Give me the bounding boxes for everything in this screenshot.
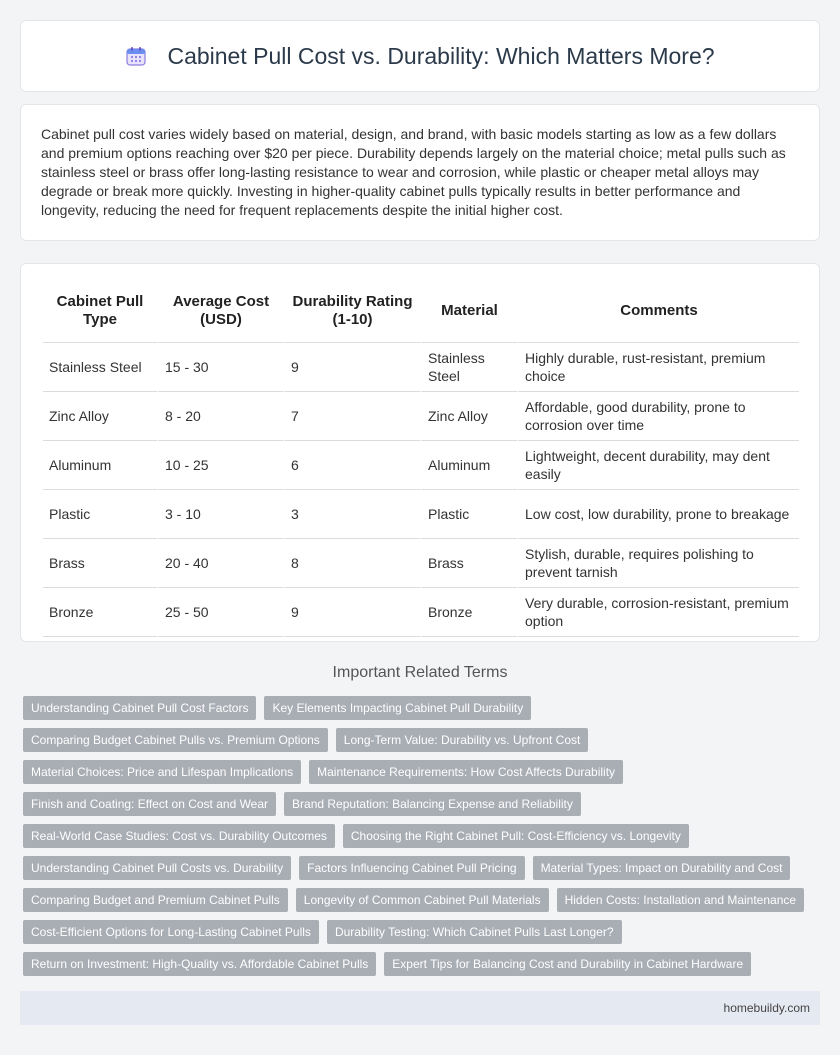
cell-cost: 25 - 50: [157, 588, 283, 637]
column-header-cost: Average Cost (USD): [157, 280, 283, 343]
intro-paragraph: Cabinet pull cost varies widely based on material, design, and brand, with basic models starting as low as a few dollars and premium options reaching over $20 per piece. Durability depends largely on the material choice; metal pulls such as stainless steel or brass offer long-lasting resistance to wear and corrosion, while plastic or cheaper metal alloys may degrade or break more quickly. Investing in higher-quality cabinet pulls typically results in better performance and longevity, reducing the need for frequent replacements despite the initial higher cost.: [41, 126, 786, 218]
related-term-tag[interactable]: Material Types: Impact on Durability and Cost: [533, 856, 791, 880]
header-card: [20, 20, 820, 92]
cell-cost: 10 - 25: [157, 441, 283, 490]
footer-site-link[interactable]: homebuildy.com: [723, 1001, 810, 1015]
table-row: [43, 588, 799, 637]
comparison-table: [43, 280, 799, 637]
cell-cost: 8 - 20: [157, 392, 283, 441]
cell-durability: 9: [283, 588, 420, 637]
cell-cost: 15 - 30: [157, 343, 283, 392]
cell-material: Aluminum: [420, 441, 517, 490]
cell-type: Aluminum: [43, 441, 157, 490]
cell-material: Bronze: [420, 588, 517, 637]
table-row: [43, 441, 799, 490]
footer: [20, 991, 820, 1025]
cell-material: Stainless Steel: [420, 343, 517, 392]
cell-material: Plastic: [420, 490, 517, 539]
related-term-tag[interactable]: Cost-Efficient Options for Long-Lasting Cabinet Pulls: [23, 920, 319, 944]
related-term-tag[interactable]: Finish and Coating: Effect on Cost and Wear: [23, 792, 276, 816]
related-term-tag[interactable]: Hidden Costs: Installation and Maintenance: [557, 888, 804, 912]
related-term-tag[interactable]: Brand Reputation: Balancing Expense and Reliability: [284, 792, 581, 816]
cell-comments: Affordable, good durability, prone to corrosion over time: [517, 392, 799, 441]
cell-type: Brass: [43, 539, 157, 588]
table-row: [43, 392, 799, 441]
related-terms-heading: Important Related Terms: [332, 664, 508, 681]
cell-type: Zinc Alloy: [43, 392, 157, 441]
related-term-tag[interactable]: Expert Tips for Balancing Cost and Durability in Cabinet Hardware: [384, 952, 751, 976]
cell-durability: 3: [283, 490, 420, 539]
comparison-table-card: [20, 263, 820, 642]
cell-type: Bronze: [43, 588, 157, 637]
column-header-comments: Comments: [517, 280, 799, 343]
column-header-type: Cabinet Pull Type: [43, 280, 157, 343]
table-row: [43, 539, 799, 588]
cell-type: Stainless Steel: [43, 343, 157, 392]
cell-durability: 8: [283, 539, 420, 588]
page-title: Cabinet Pull Cost vs. Durability: Which Matters More?: [167, 42, 715, 69]
cell-durability: 9: [283, 343, 420, 392]
cell-comments: Stylish, durable, requires polishing to prevent tarnish: [517, 539, 799, 588]
related-term-tag[interactable]: Understanding Cabinet Pull Costs vs. Durability: [23, 856, 291, 880]
related-term-tag[interactable]: Comparing Budget and Premium Cabinet Pulls: [23, 888, 288, 912]
cell-cost: 3 - 10: [157, 490, 283, 539]
related-term-tag[interactable]: Factors Influencing Cabinet Pull Pricing: [299, 856, 524, 880]
column-header-durability: Durability Rating (1-10): [283, 280, 420, 343]
related-term-tag[interactable]: Durability Testing: Which Cabinet Pulls Last Longer?: [327, 920, 622, 944]
table-header-row: [43, 280, 799, 343]
cell-durability: 6: [283, 441, 420, 490]
related-term-tag[interactable]: Comparing Budget Cabinet Pulls vs. Premium Options: [23, 728, 328, 752]
related-term-tag[interactable]: Maintenance Requirements: How Cost Affects Durability: [309, 760, 623, 784]
intro-card: [20, 104, 820, 241]
related-term-tag[interactable]: Understanding Cabinet Pull Cost Factors: [23, 696, 256, 720]
related-term-tag[interactable]: Choosing the Right Cabinet Pull: Cost-Efficiency vs. Longevity: [343, 824, 689, 848]
related-term-tag[interactable]: Return on Investment: High-Quality vs. Affordable Cabinet Pulls: [23, 952, 376, 976]
related-term-tag[interactable]: Real-World Case Studies: Cost vs. Durability Outcomes: [23, 824, 335, 848]
cell-comments: Highly durable, rust-resistant, premium choice: [517, 343, 799, 392]
cell-material: Brass: [420, 539, 517, 588]
cell-material: Zinc Alloy: [420, 392, 517, 441]
table-row: [43, 343, 799, 392]
cell-durability: 7: [283, 392, 420, 441]
cell-comments: Low cost, low durability, prone to breakage: [517, 490, 799, 539]
related-terms-list: [23, 696, 823, 976]
related-term-tag[interactable]: Material Choices: Price and Lifespan Implications: [23, 760, 301, 784]
related-term-tag[interactable]: Long-Term Value: Durability vs. Upfront Cost: [336, 728, 589, 752]
cell-comments: Lightweight, decent durability, may dent easily: [517, 441, 799, 490]
cell-comments: Very durable, corrosion-resistant, premium option: [517, 588, 799, 637]
cell-type: Plastic: [43, 490, 157, 539]
column-header-material: Material: [420, 280, 517, 343]
table-row: [43, 490, 799, 539]
calendar-icon: [125, 45, 147, 67]
related-term-tag[interactable]: Key Elements Impacting Cabinet Pull Durability: [264, 696, 531, 720]
cell-cost: 20 - 40: [157, 539, 283, 588]
related-term-tag[interactable]: Longevity of Common Cabinet Pull Materials: [296, 888, 549, 912]
